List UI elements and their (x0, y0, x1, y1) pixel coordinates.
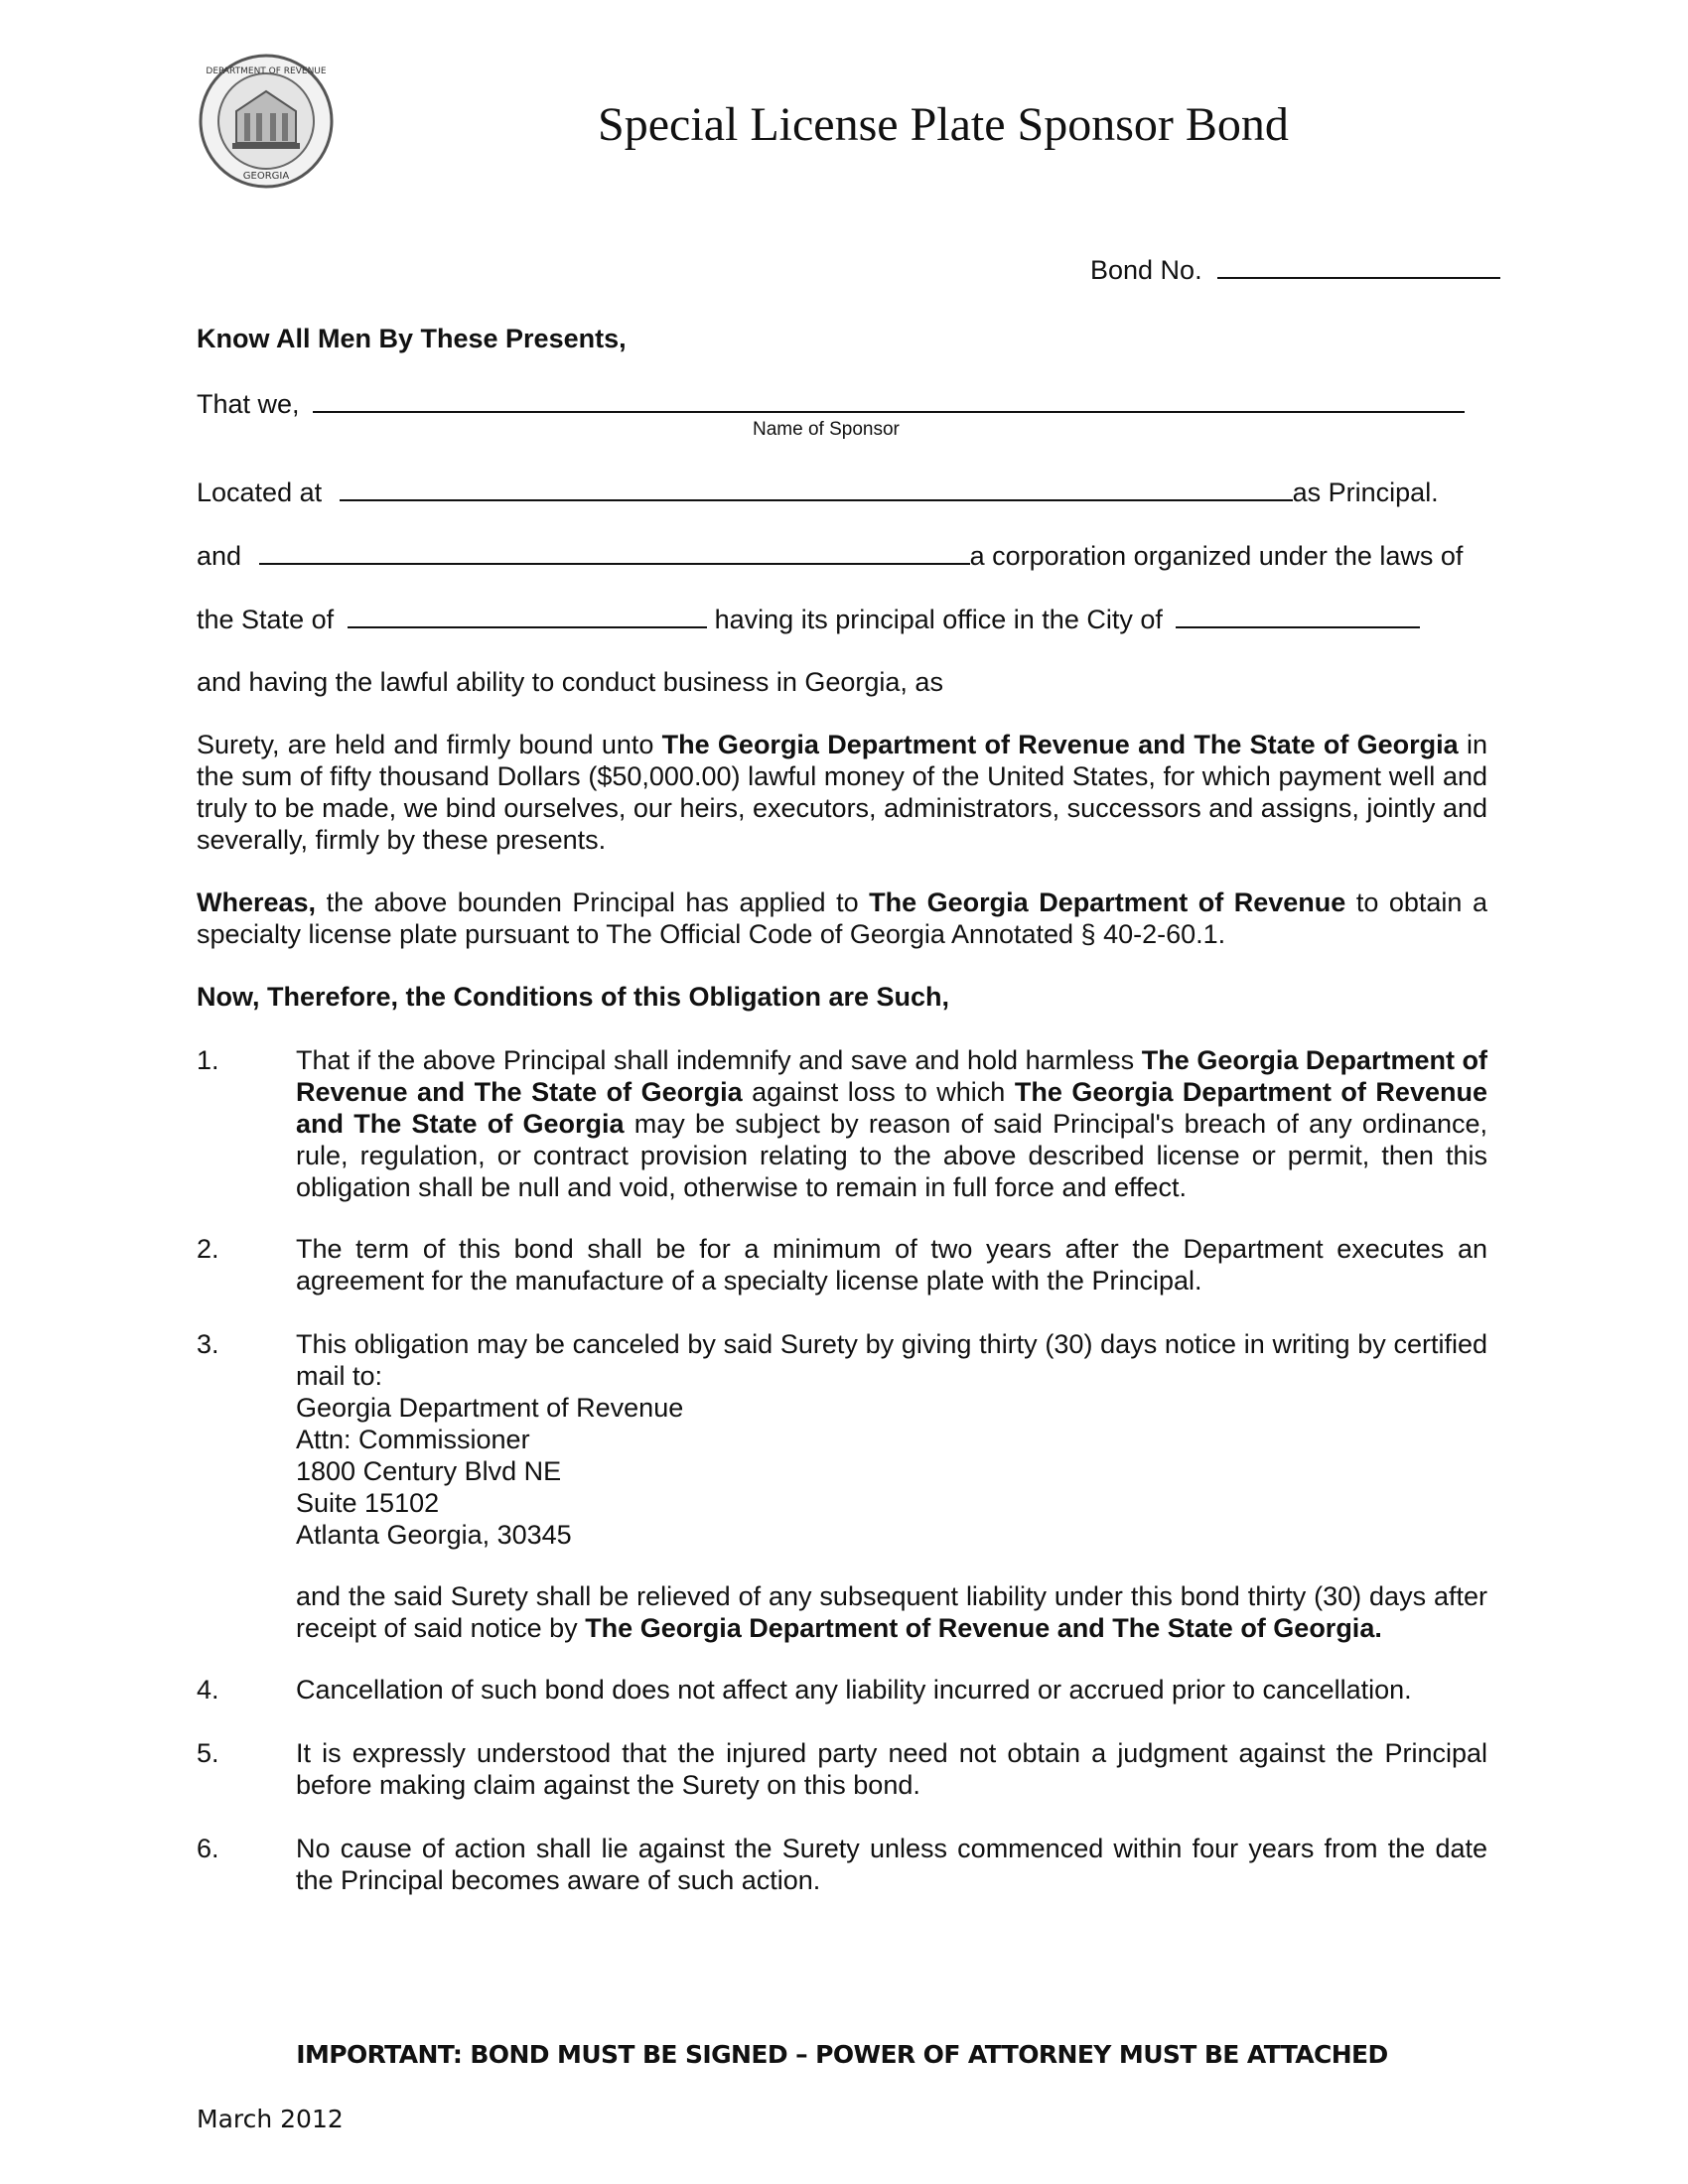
item-text: may be subject by reason of said Principal's breach of any ordinance, rule, regulation, or contract provision relating to the above described license or permit, then this obligation shall be null and void, otherwise to remain in full force and effect. (296, 1109, 1487, 1202)
know-all-heading: Know All Men By These Presents, (197, 324, 627, 353)
surety-row (197, 539, 1497, 572)
whereas-paragraph (197, 887, 1487, 950)
surety-text: Surety, are held and firmly bound unto (197, 730, 654, 759)
item-number: 2. (197, 1234, 219, 1264)
name-of-sponsor-caption: Name of Sponsor (753, 419, 900, 440)
item-bold-text: The Georgia Department of Revenue and The State of Georgia. (585, 1613, 1382, 1643)
principal-office-label: having its principal office in the City of (714, 605, 1163, 634)
condition-item-1 (296, 1044, 1487, 1203)
that-we-label: That we, (197, 389, 300, 419)
address-line: 1800 Century Blvd NE (296, 1456, 562, 1486)
svg-text:GEORGIA: GEORGIA (242, 171, 290, 182)
sponsor-name-row (197, 387, 1497, 420)
address-line: Georgia Department of Revenue (296, 1393, 684, 1423)
condition-item-6: No cause of action shall lie against the Surety unless commenced within four years from the date the Principal becomes aware of such action. (296, 1834, 1487, 1895)
bond-no-field[interactable] (1217, 253, 1500, 279)
item-bold-text: The Georgia Department of Revenue and The State of Georgia (296, 1045, 1488, 1107)
item-number: 3. (197, 1329, 219, 1359)
condition-item-2: The term of this bond shall be for a minimum of two years after the Department executes an agreement for the manufacture of a specialty license plate with the Principal. (296, 1234, 1487, 1296)
whereas-text: the above bounden Principal has applied to (326, 887, 859, 917)
address-line: Suite 15102 (296, 1488, 440, 1518)
surety-paragraph (197, 729, 1487, 856)
item-bold-text: The Georgia Department of Revenue and The State of Georgia (296, 1077, 1487, 1139)
item-number: 6. (197, 1834, 219, 1863)
condition-item-4: Cancellation of such bond does not affect any liability incurred or accrued prior to cancellation. (296, 1675, 1412, 1705)
condition-item-3: This obligation may be canceled by said Surety by giving thirty (30) days notice in writing by certified mail to: (296, 1329, 1487, 1391)
whereas-bold: Whereas, (197, 887, 317, 917)
location-field[interactable] (340, 476, 1293, 501)
and-label: and (197, 541, 242, 571)
address-line: Atlanta Georgia, 30345 (296, 1520, 572, 1550)
item-number: 1. (197, 1045, 219, 1075)
mailing-address (296, 1392, 1090, 1551)
located-at-label: Located at (197, 478, 323, 507)
svg-text:DEPARTMENT OF REVENUE: DEPARTMENT OF REVENUE (206, 67, 327, 76)
whereas-text-2: to obtain a specialty license plate pursuant to The Official Code of Georgia Annotated § 40-2-60.1. (197, 887, 1487, 949)
document-title: Special License Plate Sponsor Bond (598, 98, 1289, 151)
georgia-department-of-revenue-seal (197, 52, 336, 191)
important-notice: IMPORTANT: BOND MUST BE SIGNED – POWER OF ATTORNEY MUST BE ATTACHED (296, 2040, 1388, 2069)
as-principal-label: as Principal. (1292, 478, 1439, 507)
corporation-label: a corporation organized under the laws of (969, 541, 1464, 571)
item-number: 4. (197, 1675, 219, 1705)
bond-number-row (1090, 253, 1500, 286)
sponsor-name-field[interactable] (313, 387, 1465, 413)
surety-name-field[interactable] (259, 539, 970, 565)
item-text: and the said Surety shall be relieved of any subsequent liability under this bond thirty (30) days after receipt of said notice by (296, 1581, 1487, 1643)
revision-date: March 2012 (197, 2105, 344, 2133)
address-line: Attn: Commissioner (296, 1425, 530, 1454)
whereas-bold-2: The Georgia Department of Revenue (869, 887, 1346, 917)
condition-item-3-continued (296, 1580, 1487, 1644)
bond-no-label: Bond No. (1090, 255, 1202, 285)
state-row (197, 603, 1497, 635)
item-text: That if the above Principal shall indemnify and save and hold harmless (296, 1045, 1135, 1075)
item-number: 5. (197, 1738, 219, 1768)
conditions-heading: Now, Therefore, the Conditions of this Obligation are Such, (197, 982, 950, 1012)
state-field[interactable] (348, 603, 707, 628)
location-row (197, 476, 1497, 508)
surety-text-2: in the sum of fifty thousand Dollars ($50,000.00) lawful money of the United States, for which payment well and truly to be made, we bind ourselves, our heirs, executors, administrators, successors and assigns, jointly and severally, firmly by these presents. (197, 730, 1487, 855)
item-text: against loss to which (752, 1077, 1006, 1107)
surety-bold-text: The Georgia Department of Revenue and The State of Georgia (661, 730, 1459, 759)
city-field[interactable] (1176, 603, 1420, 628)
state-of-label: the State of (197, 605, 335, 634)
lawful-ability-line: and having the lawful ability to conduct business in Georgia, as (197, 667, 943, 697)
condition-item-5: It is expressly understood that the injured party need not obtain a judgment against the Principal before making claim against the Surety on this bond. (296, 1738, 1487, 1800)
